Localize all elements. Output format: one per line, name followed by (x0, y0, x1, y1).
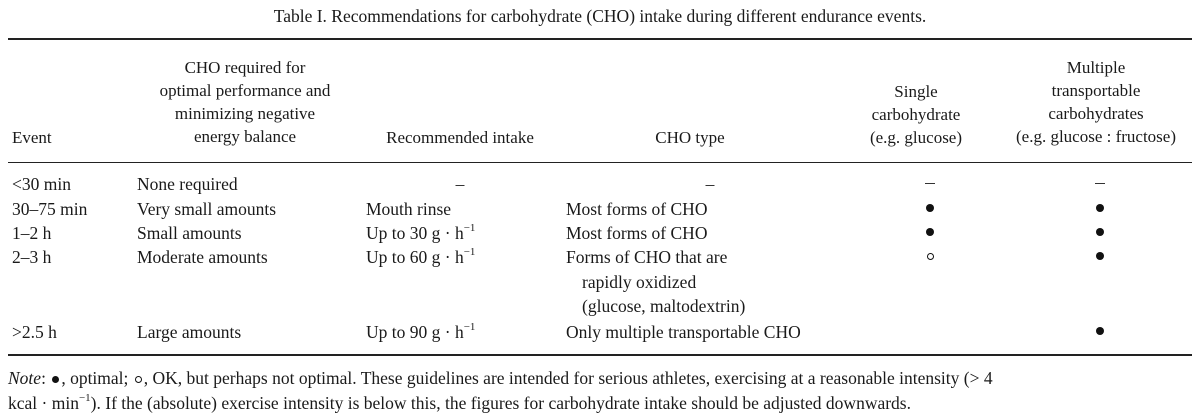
table-caption: Table I. Recommendations for carbohydrate (CHO) intake during different endurance events. (273, 6, 927, 26)
intake-base: Up to 30 g · h (366, 223, 464, 243)
cell-single-optimal (920, 221, 940, 241)
header-line: carbohydrates (1048, 104, 1144, 123)
header-line: Single (894, 82, 938, 101)
header-recommended-intake (360, 126, 560, 149)
dash-mark (925, 183, 935, 184)
header-multiple-transportable (996, 56, 1196, 148)
header-line: (e.g. glucose) (869, 128, 963, 147)
intake-base: Up to 90 g · h (366, 322, 464, 342)
header-rule (8, 162, 1192, 163)
ok-ring-icon (927, 253, 934, 260)
intake-exponent: −1 (463, 246, 476, 259)
cell-event: 30–75 min (12, 199, 88, 219)
header-line: (e.g. glucose : fructose) (1015, 127, 1177, 146)
cell-multiple-optimal (1090, 245, 1110, 265)
cell-intake: – (455, 174, 465, 194)
note-label: Note (8, 368, 42, 388)
cell-intake: Mouth rinse (366, 199, 452, 219)
note-text-3b: ). If the (absolute) exercise intensity is below this, the figures for carbohydrate intake should be adjusted downwards. (90, 393, 911, 413)
cell-cho-type: Most forms of CHO (566, 223, 708, 243)
cell-event: 1–2 h (12, 223, 52, 243)
optimal-dot-icon (1096, 252, 1104, 260)
cell-cho-type-cont: (glucose, maltodextrin) (582, 296, 746, 316)
cell-single-dash (920, 172, 940, 192)
cell-intake (366, 320, 475, 344)
header-line: Event (12, 128, 52, 147)
cell-event: <30 min (12, 174, 71, 194)
cell-cho-required: Very small amounts (137, 199, 277, 219)
intake-base: Up to 60 g · h (366, 247, 464, 267)
cell-cho-required: Moderate amounts (137, 247, 268, 267)
header-line: optimal performance and (159, 81, 331, 100)
optimal-dot-icon (926, 204, 934, 212)
cell-event: >2.5 h (12, 322, 57, 342)
cell-intake (366, 245, 475, 269)
bottom-rule (8, 354, 1192, 356)
optimal-dot-icon (52, 376, 59, 383)
cell-multiple-optimal (1090, 197, 1110, 217)
header-single-carbohydrate (836, 80, 996, 149)
cell-multiple-dash (1090, 172, 1110, 192)
cell-cho-type-cont: rapidly oxidized (582, 272, 697, 292)
optimal-dot-icon (1096, 228, 1104, 236)
header-line: energy balance (193, 127, 297, 146)
cell-cho-required: Small amounts (137, 223, 242, 243)
note-text-2: , OK, but perhaps not optimal. These guidelines are intended for serious athletes, exercising at a reasonable intensity (> 4 (143, 368, 993, 388)
top-rule (8, 38, 1192, 40)
cell-single-optimal (920, 197, 940, 217)
optimal-dot-icon (1096, 204, 1104, 212)
header-event (12, 126, 52, 149)
ok-ring-icon (135, 376, 142, 383)
note-text-1: , optimal; (61, 368, 129, 388)
header-cho-required (134, 56, 356, 148)
cell-event: 2–3 h (12, 247, 52, 267)
cell-cho-type: – (705, 174, 715, 194)
note-exponent: −1 (78, 392, 91, 405)
header-line: transportable (1051, 81, 1141, 100)
cell-single-ok (920, 245, 940, 265)
header-line: Recommended intake (386, 128, 534, 147)
note-text-3a: kcal · min (8, 393, 79, 413)
cell-multiple-optimal (1090, 320, 1110, 340)
cell-cho-type: Most forms of CHO (566, 199, 708, 219)
header-line: minimizing negative (174, 104, 316, 123)
cell-multiple-optimal (1090, 221, 1110, 241)
intake-exponent: −1 (463, 222, 476, 235)
header-line: carbohydrate (871, 105, 961, 124)
header-line: Multiple (1066, 58, 1126, 77)
cell-intake (366, 221, 475, 245)
cell-cho-type: Only multiple transportable CHO (566, 322, 801, 342)
intake-exponent: −1 (463, 321, 476, 334)
optimal-dot-icon (1096, 327, 1104, 335)
header-cho-type (610, 126, 770, 149)
header-line: CHO required for (184, 58, 306, 77)
optimal-dot-icon (926, 228, 934, 236)
table-note: Note: , optimal; , OK, but perhaps not optimal. These guidelines are intended for serious athletes, exercising at a reasonable intensity (> 4 kcal · $\min^{-1}$). If the (absolute) exercise intensity is below this, the figures for carbohydrate intake should be adjusted downwards. (8, 368, 993, 413)
cell-cho-required: None required (137, 174, 238, 194)
header-line: CHO type (655, 128, 725, 147)
cell-cho-required: Large amounts (137, 322, 242, 342)
cell-cho-type: Forms of CHO that are (566, 247, 728, 267)
dash-mark (1095, 183, 1105, 184)
